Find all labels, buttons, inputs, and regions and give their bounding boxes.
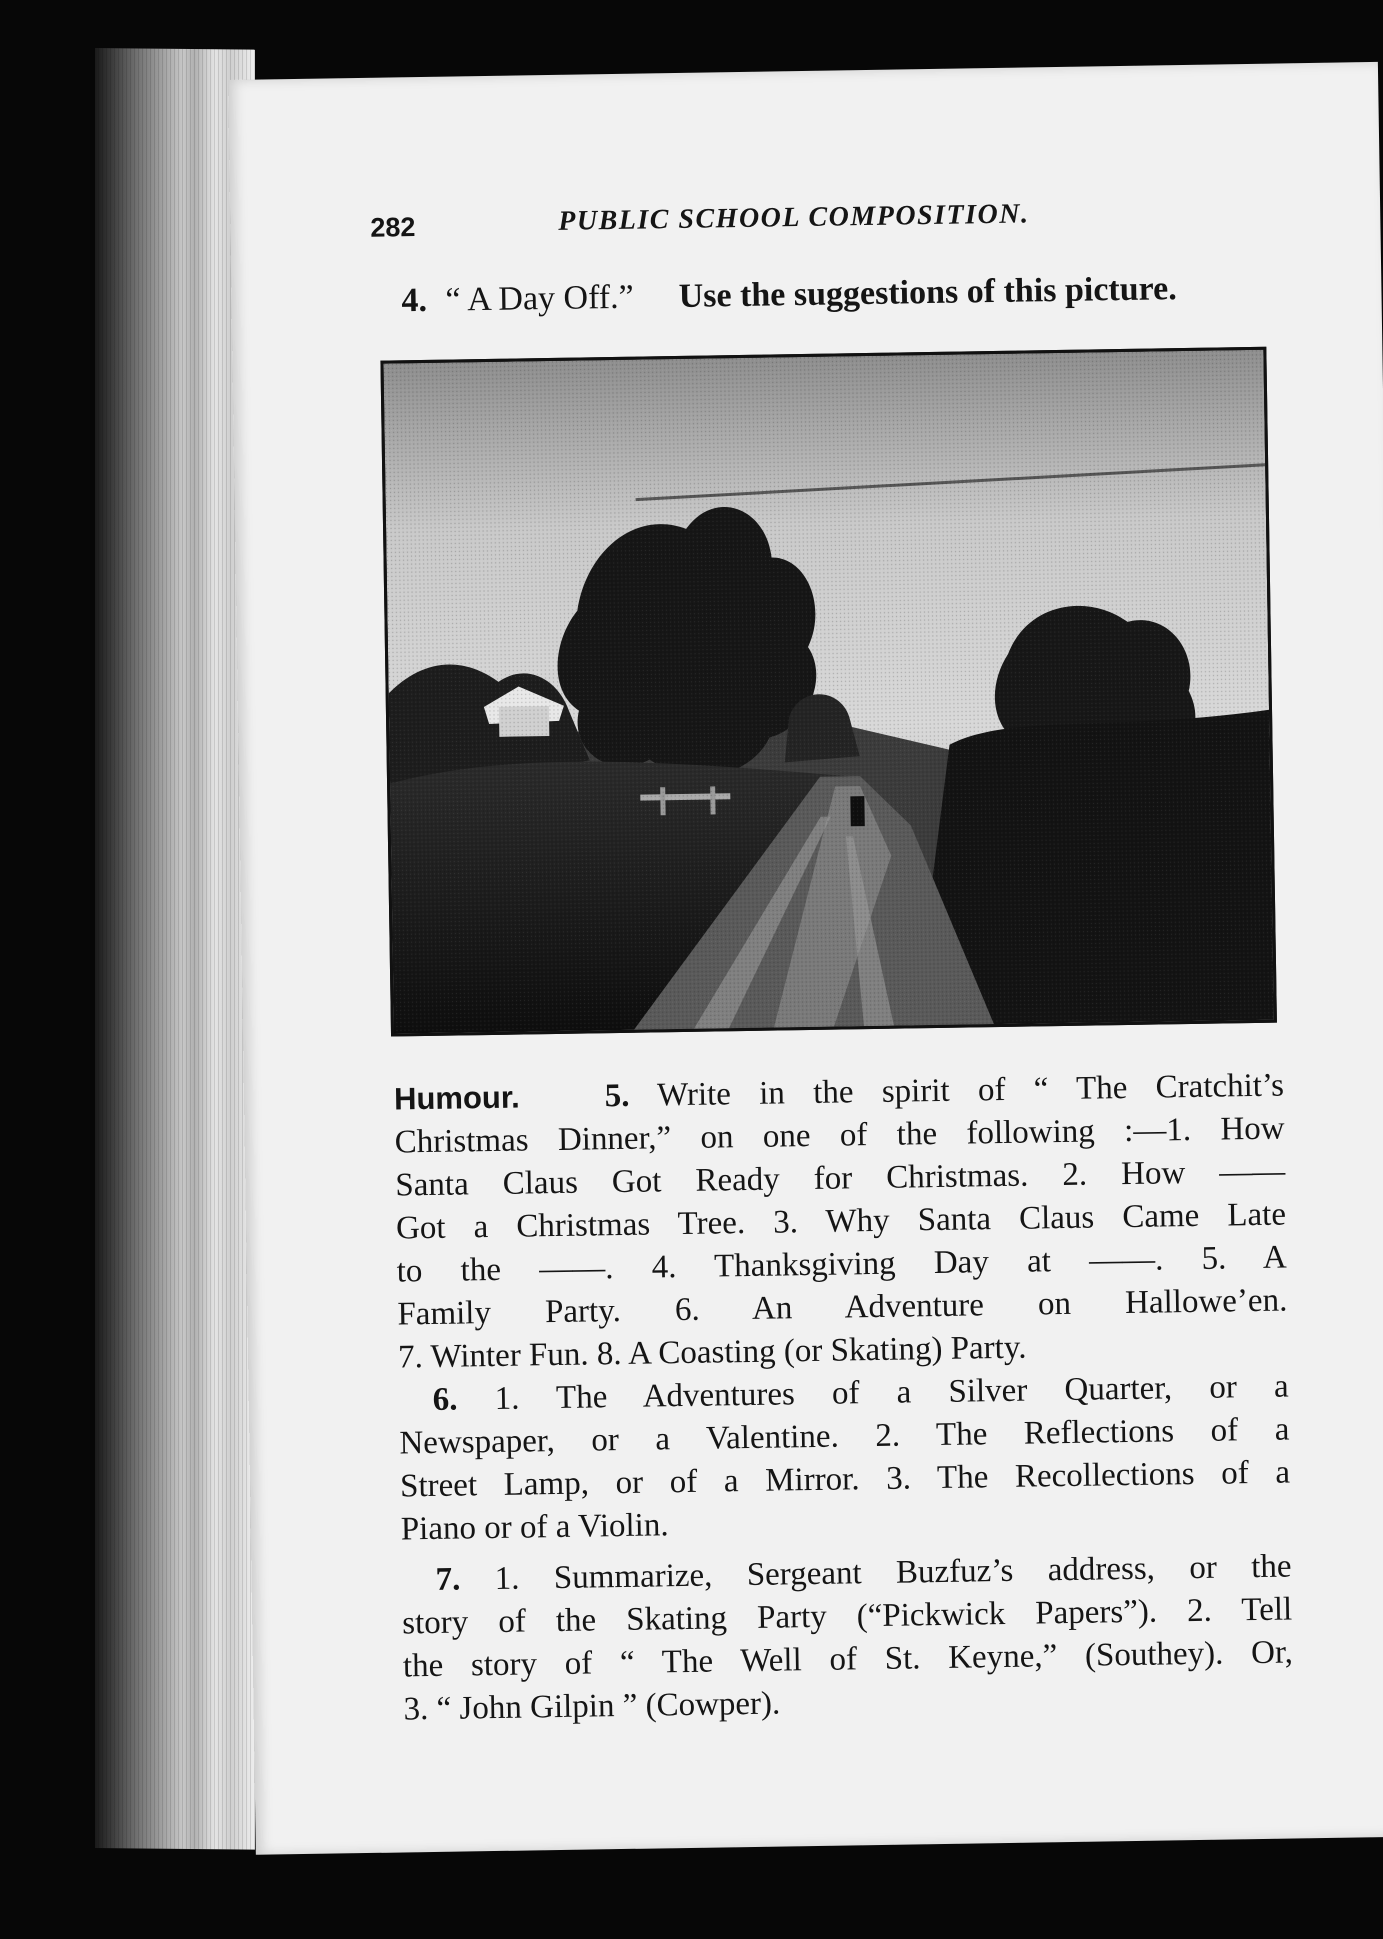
exercise-list: [394, 1064, 1294, 1732]
item-5: [394, 1064, 1289, 1380]
item-4-instruction: Use the suggestions of this picture.: [678, 270, 1177, 315]
item-6-line-3: Street Lamp, or of a Mirror. 3. The Recollections of a: [399, 1454, 1291, 1505]
item-7-line-3: the story of “ The Well of St. Keyne,” (Southey). Or,: [402, 1634, 1294, 1685]
page-number: 282: [370, 212, 416, 243]
item-4-number: 4.: [401, 281, 428, 320]
item-4-prompt: [401, 268, 1281, 320]
item-5-number: 5.: [604, 1077, 630, 1115]
item-5-line-3: Santa Claus Got Ready for Christmas. 2. How ——: [395, 1153, 1286, 1204]
item-5-line-7: 7. Winter Fun. 8. A Coasting (or Skating) Party.: [397, 1329, 1027, 1376]
item-5-line-4: Got a Christmas Tree. 3. Why Santa Claus Came Late: [395, 1196, 1287, 1247]
item-7-line-1: 7. 1. Summarize, Sergeant Buzfuz’s address, or the: [435, 1548, 1292, 1598]
item-7-number: 7.: [435, 1561, 461, 1598]
book-page: [228, 62, 1383, 1855]
item-7: [401, 1545, 1294, 1731]
page-content: [228, 62, 1383, 1855]
item-7-line-4: 3. “ John Gilpin ” (Cowper).: [403, 1685, 781, 1728]
section-label-humour: Humour.: [393, 1079, 521, 1117]
item-5-line-6: Family Party. 6. An Adventure on Hallowe’en.: [397, 1282, 1288, 1333]
item-5-line-1: Humour. 5. Write in the spirit of “ The Cratchit’s: [393, 1067, 1285, 1117]
item-4-quote: “ A Day Off.”: [445, 278, 634, 319]
item-6-line-1: 6. 1. The Adventures of a Silver Quarter, or a: [432, 1368, 1289, 1418]
photo-illustration: [383, 350, 1273, 1034]
book-title: PUBLIC SCHOOL COMPOSITION.: [558, 198, 1030, 237]
item-6-number: 6.: [432, 1381, 458, 1418]
item-6-line-2: Newspaper, or a Valentine. 2. The Reflections of a: [399, 1411, 1290, 1462]
country-road-photo: [380, 347, 1277, 1037]
running-head: [370, 199, 1271, 253]
item-5-line-2: Christmas Dinner,” on one of the following :—1. How: [394, 1110, 1285, 1161]
item-5-line-5: to the ——. 4. Thanksgiving Day at ——. 5. A: [396, 1239, 1287, 1290]
item-7-line-2: story of the Skating Party (“Pickwick Papers”). 2. Tell: [401, 1591, 1293, 1642]
item-6-line-4: Piano or of a Violin.: [400, 1507, 669, 1548]
item-6: [398, 1366, 1291, 1552]
